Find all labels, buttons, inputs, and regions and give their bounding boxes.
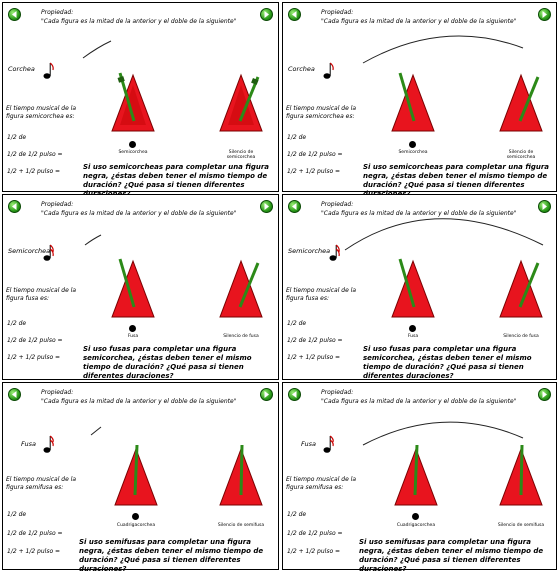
property-text: "Cada figura es la mitad de la anterior y el doble de la siguiente"	[41, 398, 237, 405]
metronome-icon	[388, 257, 438, 325]
property-title: Propiedad:	[41, 389, 74, 396]
caption-left: Semicorchea	[398, 150, 428, 155]
slide-3	[2, 194, 279, 380]
equation-3: 1/2 + 1/2 pulso =	[7, 354, 61, 361]
equation-2: 1/2 de 1/2 pulso =	[287, 337, 343, 344]
note-icon	[412, 513, 419, 520]
question-text: Si uso semifusas para completar una figura negra, ¿éstas deben tener el mismo tiempo de duración? ¿Qué pasa si tienen diferentes duraciones?	[359, 538, 544, 573]
slide-4	[282, 194, 557, 380]
question-text: Si uso fusas para completar una figura semicorchea, ¿éstas deben tener el mismo tiempo de duración? ¿Qué pasa si tienen diferentes duraciones?	[83, 345, 252, 380]
figure-name: Corchea	[288, 65, 315, 73]
property-text: "Cada figura es la mitad de la anterior y el doble de la siguiente"	[321, 210, 517, 217]
figure-name: Fusa	[21, 440, 36, 448]
property-title: Propiedad:	[321, 9, 354, 16]
metronome-icon	[496, 71, 546, 139]
metronome-icon	[108, 257, 158, 325]
caption-left: Semicorchea	[118, 150, 148, 155]
caption-left: Cuadrigacorchea	[396, 523, 436, 528]
equation-1: 1/2 de	[287, 511, 307, 518]
tempo-label: El tiempo musical de la figura fusa es:	[6, 287, 77, 302]
equation-1: 1/2 de	[7, 511, 27, 518]
tempo-label: El tiempo musical de la figura semicorchea es:	[286, 105, 357, 120]
property-text: "Cada figura es la mitad de la anterior y el doble de la siguiente"	[321, 18, 517, 25]
caption-right: Silencio de semifusa	[497, 523, 545, 528]
equation-3: 1/2 + 1/2 pulso =	[7, 168, 61, 175]
equation-1: 1/2 de	[7, 134, 27, 141]
metronome-icon	[388, 71, 438, 139]
property-title: Propiedad:	[321, 201, 354, 208]
equation-1: 1/2 de	[287, 134, 307, 141]
equation-1: 1/2 de	[7, 320, 27, 327]
caption-right: Silencio de semicorchea	[226, 150, 256, 160]
equation-3: 1/2 + 1/2 pulso =	[7, 548, 61, 555]
metronome-icon	[216, 445, 266, 513]
slide-5	[2, 382, 279, 573]
note-icon	[409, 141, 416, 148]
equation-3: 1/2 + 1/2 pulso =	[287, 548, 341, 555]
figure-name: Corchea	[8, 65, 35, 73]
question-text: Si uso fusas para completar una figura semicorchea, ¿éstas deben tener el mismo tiempo de duración? ¿Qué pasa si tienen diferentes duraciones?	[363, 345, 532, 380]
metronome-icon	[391, 445, 441, 513]
metronome-icon	[496, 257, 546, 325]
tempo-label: El tiempo musical de la figura semicorchea es:	[6, 105, 77, 120]
metronome-icon	[496, 445, 546, 513]
caption-right: Silencio de semicorchea	[506, 150, 536, 160]
figure-name: Semicorchea	[288, 247, 331, 255]
metronome-icon	[216, 71, 266, 139]
equation-2: 1/2 de 1/2 pulso =	[287, 530, 343, 537]
note-icon	[132, 513, 139, 520]
question-text: Si uso semicorcheas para completar una figura negra, ¿éstas deben tener el mismo tiempo de duración? ¿Qué pasa si tienen diferentes	[83, 163, 270, 189]
caption-left: Fusa	[407, 334, 419, 339]
property-title: Propiedad:	[41, 9, 74, 16]
property-text: "Cada figura es la mitad de la anterior y el doble de la siguiente"	[321, 398, 517, 405]
caption-right: Silencio de semifusa	[217, 523, 265, 528]
caption-right: Silencio de fusa	[223, 334, 259, 339]
caption-left: Fusa	[127, 334, 139, 339]
tempo-label: El tiempo musical de la figura fusa es:	[286, 287, 357, 302]
property-title: Propiedad:	[41, 201, 74, 208]
slide-2	[282, 2, 557, 192]
caption-right: Silencio de fusa	[503, 334, 539, 339]
metronome-icon	[216, 257, 266, 325]
tempo-label: El tiempo musical de la figura semifusa es:	[6, 476, 77, 491]
property-text: "Cada figura es la mitad de la anterior y el doble de la siguiente"	[41, 18, 237, 25]
question-text: Si uso semifusas para completar una figura negra, ¿éstas deben tener el mismo tiempo de duración? ¿Qué pasa si tienen diferentes duraciones?	[79, 538, 264, 573]
equation-2: 1/2 de 1/2 pulso =	[7, 151, 63, 158]
equation-3: 1/2 + 1/2 pulso =	[287, 168, 341, 175]
question-text: Si uso semicorcheas para completar una figura negra, ¿éstas deben tener el mismo tiempo de duración? ¿Qué pasa si tienen diferentes	[363, 163, 550, 189]
equation-1: 1/2 de	[287, 320, 307, 327]
note-icon	[129, 141, 136, 148]
property-text: "Cada figura es la mitad de la anterior y el doble de la siguiente"	[41, 210, 237, 217]
note-icon	[409, 325, 416, 332]
metronome-icon	[108, 71, 158, 139]
metronome-icon	[111, 445, 161, 513]
equation-2: 1/2 de 1/2 pulso =	[7, 337, 63, 344]
slide-1	[2, 2, 279, 192]
slide-6	[282, 382, 557, 573]
figure-name: Fusa	[301, 440, 316, 448]
note-icon	[129, 325, 136, 332]
equation-2: 1/2 de 1/2 pulso =	[287, 151, 343, 158]
equation-2: 1/2 de 1/2 pulso =	[7, 530, 63, 537]
property-title: Propiedad:	[321, 389, 354, 396]
tempo-label: El tiempo musical de la figura semifusa es:	[286, 476, 357, 491]
equation-3: 1/2 + 1/2 pulso =	[287, 354, 341, 361]
caption-left: Cuadrigacorchea	[116, 523, 156, 528]
figure-name: Semicorchea	[8, 247, 51, 255]
